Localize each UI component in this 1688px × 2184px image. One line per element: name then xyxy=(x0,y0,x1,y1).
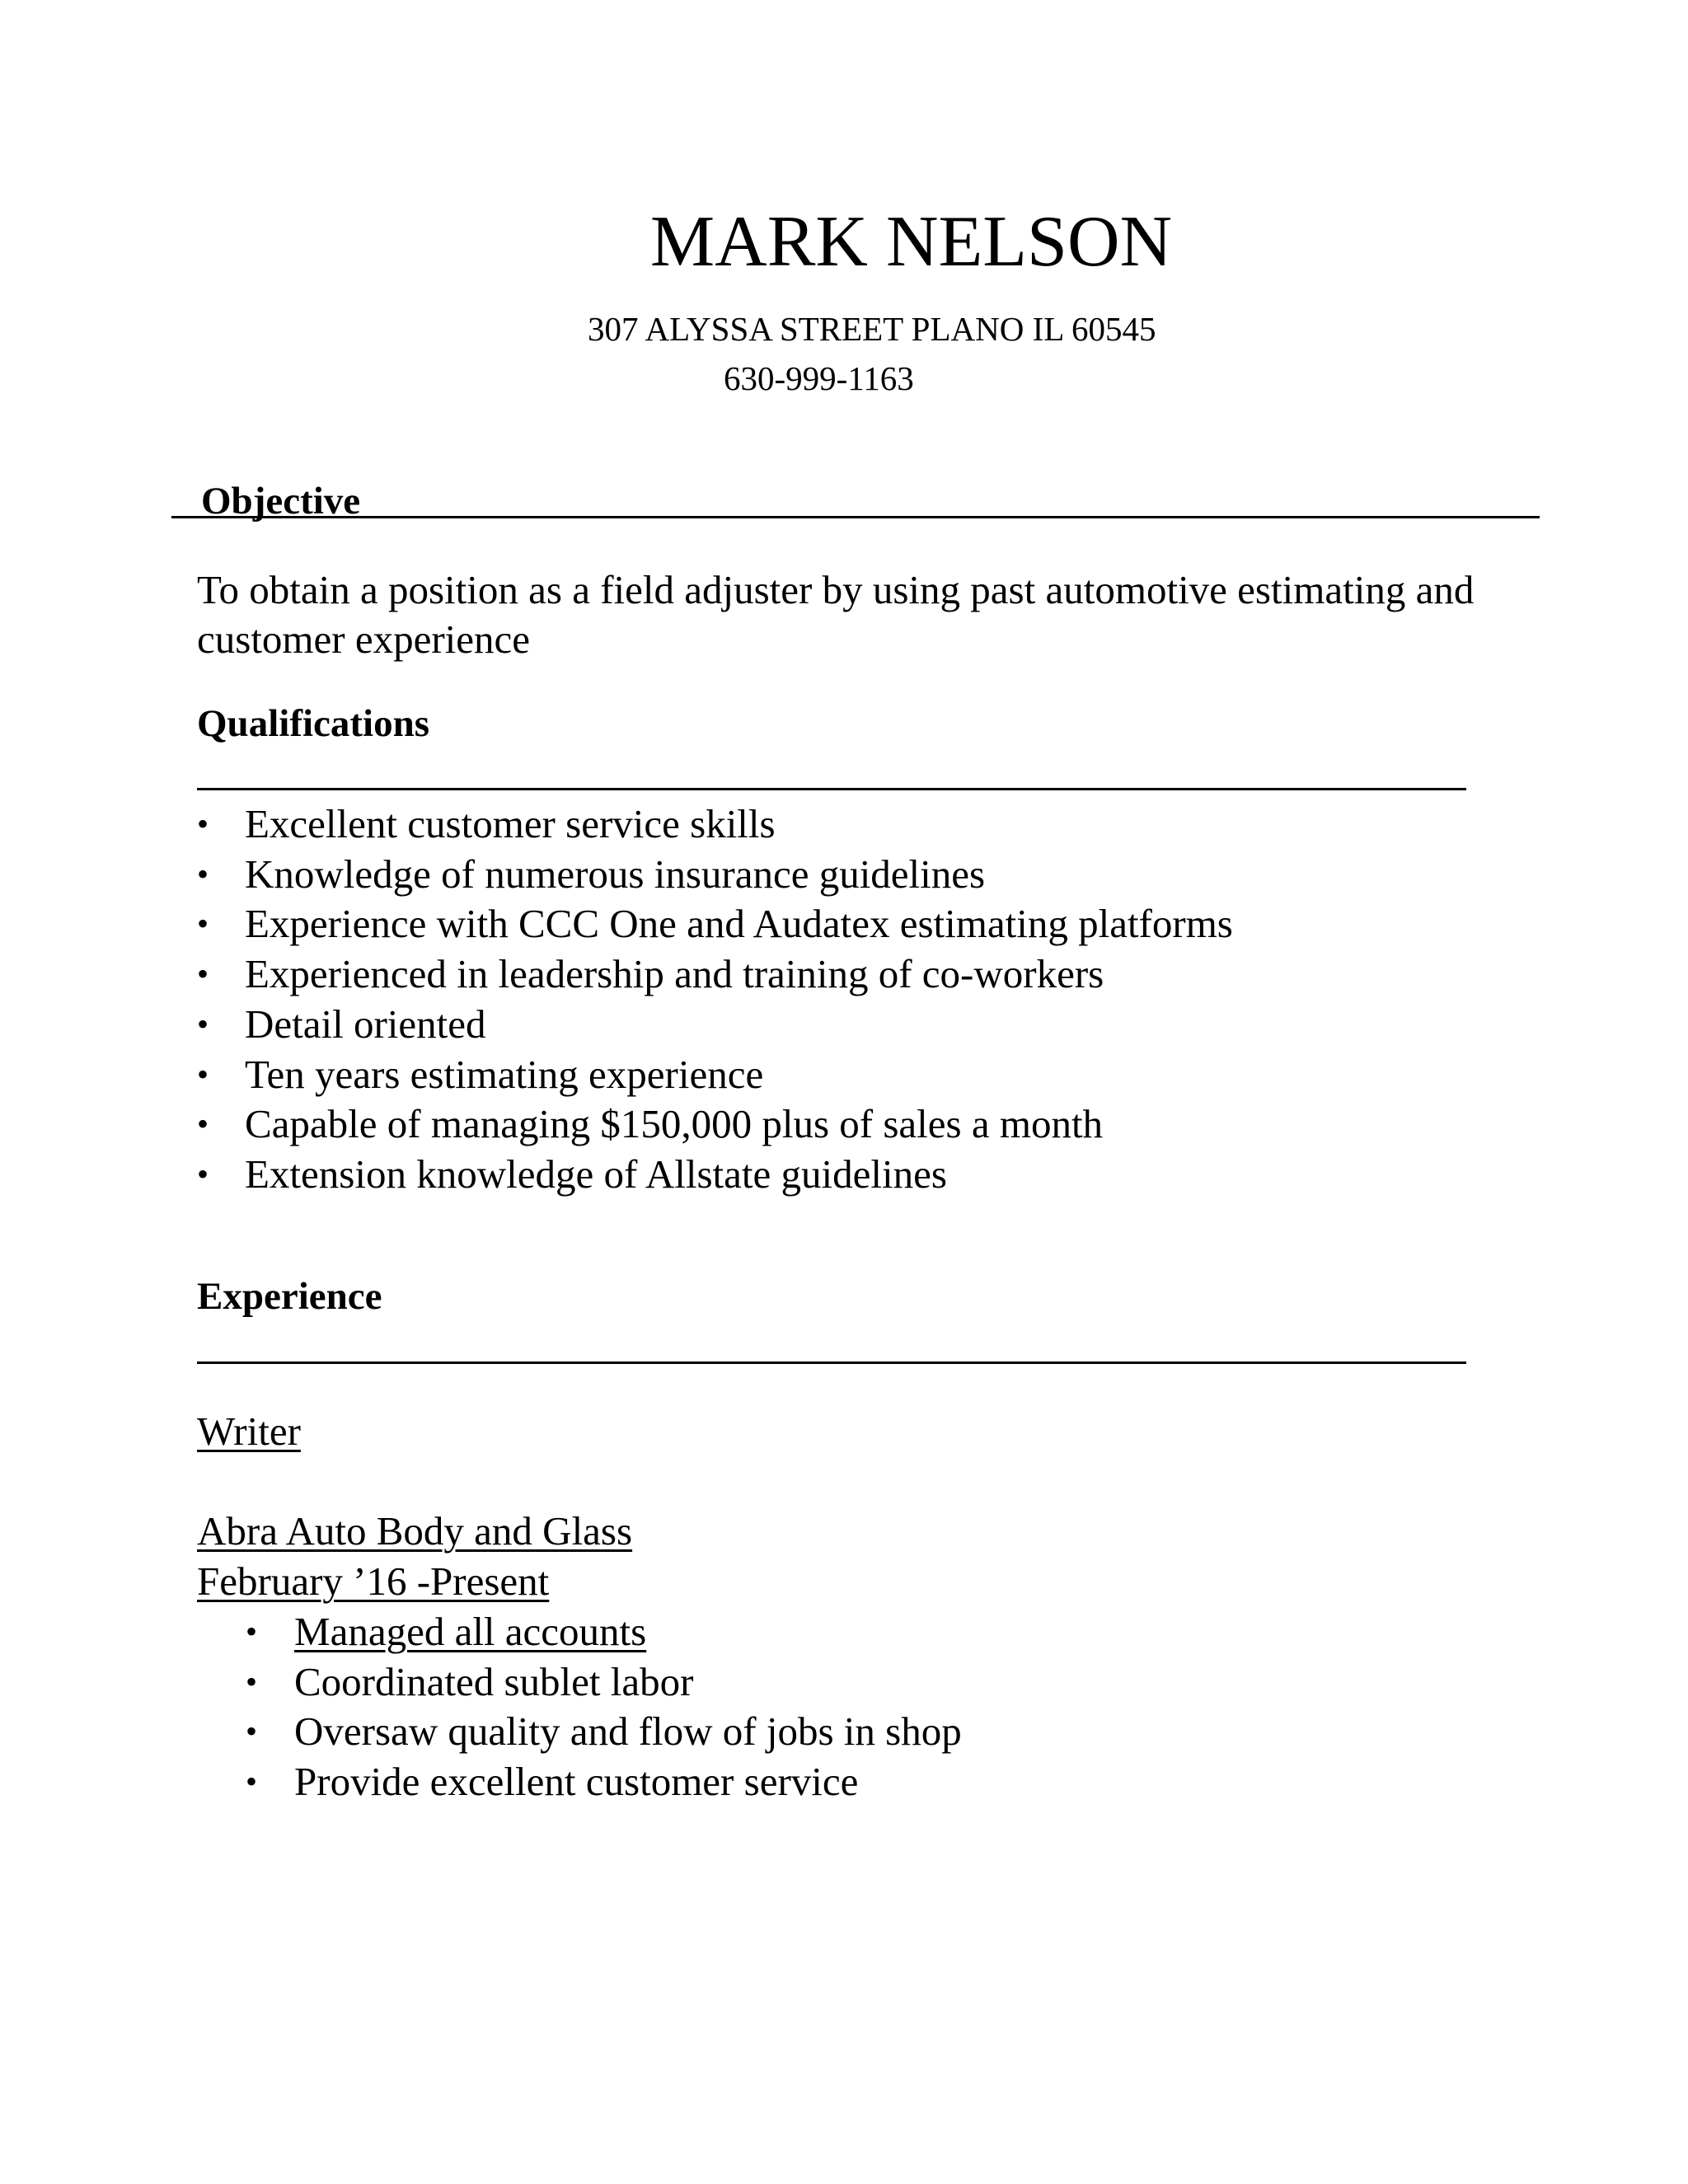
qualification-text: Knowledge of numerous insurance guidelines xyxy=(245,851,986,897)
list-item xyxy=(197,799,1233,850)
list-item xyxy=(197,850,1233,900)
list-item xyxy=(197,899,1233,949)
duty-text: Oversaw quality and flow of jobs in shop xyxy=(294,1708,962,1755)
objective-heading: Objective xyxy=(201,480,361,523)
bullet-icon: • xyxy=(197,1105,209,1143)
qualifications-heading: Qualifications xyxy=(197,702,430,745)
bullet-icon: • xyxy=(197,805,209,842)
bullet-icon: • xyxy=(197,955,209,993)
list-item xyxy=(197,1099,1233,1150)
job-duties-list xyxy=(246,1607,962,1807)
bullet-icon: • xyxy=(246,1713,258,1750)
qualification-text: Extension knowledge of Allstate guidelines xyxy=(245,1151,947,1197)
bullet-icon: • xyxy=(197,1005,209,1043)
list-item xyxy=(197,1150,1233,1200)
qualifications-divider xyxy=(197,788,1466,790)
candidate-name: MARK NELSON xyxy=(649,202,1173,282)
employment-dates: February ’16 -Present xyxy=(197,1558,550,1604)
list-item xyxy=(246,1657,962,1708)
objective-text: To obtain a position as a field adjuster by using past automotive estimating and customer experience xyxy=(197,567,1475,662)
list-item xyxy=(197,1000,1233,1050)
objective-divider xyxy=(171,516,1540,518)
bullet-icon: • xyxy=(246,1763,258,1801)
qualifications-list xyxy=(197,799,1233,1200)
list-item xyxy=(246,1607,962,1657)
duty-text: Coordinated sublet labor xyxy=(294,1658,694,1704)
qualification-text: Experience with CCC One and Audatex estimating platforms xyxy=(245,901,1233,947)
qualification-text: Experienced in leadership and training of co-workers xyxy=(245,951,1104,997)
bullet-icon: • xyxy=(246,1613,258,1650)
company-name: Abra Auto Body and Glass xyxy=(197,1508,633,1554)
experience-heading: Experience xyxy=(197,1275,382,1318)
list-item xyxy=(197,1050,1233,1100)
bullet-icon: • xyxy=(246,1662,258,1700)
bullet-icon: • xyxy=(197,905,209,943)
job-title: Writer xyxy=(197,1408,301,1454)
bullet-icon: • xyxy=(197,1155,209,1193)
duty-text: Provide excellent customer service xyxy=(294,1759,859,1805)
qualification-text: Excellent customer service skills xyxy=(245,801,776,846)
candidate-address: 307 ALYSSA STREET PLANO IL 60545 xyxy=(588,310,1156,348)
list-item xyxy=(246,1707,962,1757)
qualification-text: Capable of managing $150,000 plus of sales a month xyxy=(245,1101,1104,1147)
duty-text: Managed all accounts xyxy=(294,1609,647,1654)
list-item xyxy=(246,1757,962,1807)
qualification-text: Ten years estimating experience xyxy=(245,1051,764,1097)
qualification-text: Detail oriented xyxy=(245,1001,486,1047)
bullet-icon: • xyxy=(197,855,209,893)
list-item xyxy=(197,949,1233,1000)
candidate-phone: 630-999-1163 xyxy=(724,359,914,397)
bullet-icon: • xyxy=(197,1055,209,1093)
experience-divider xyxy=(197,1361,1466,1364)
